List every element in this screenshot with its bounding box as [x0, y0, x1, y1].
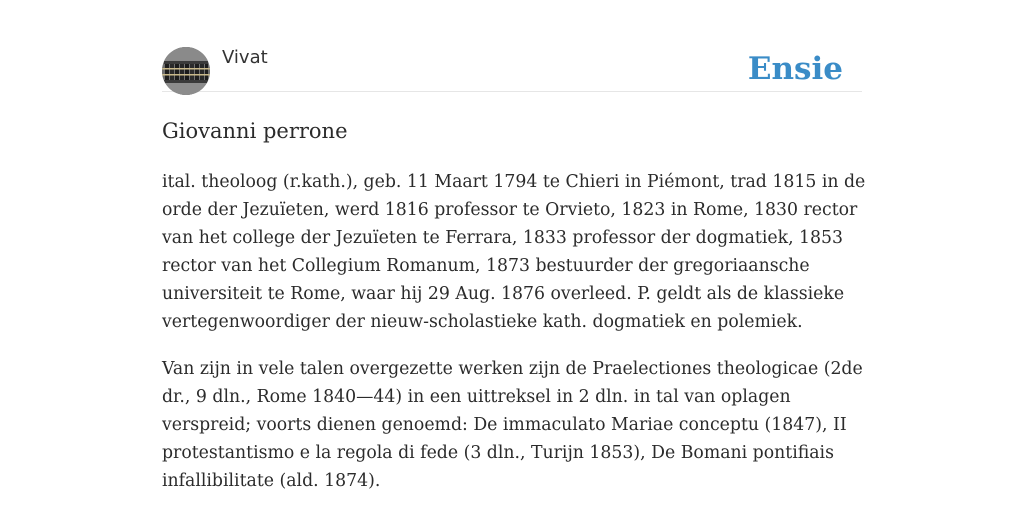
- page-title: Giovanni perrone: [162, 119, 348, 143]
- article-body: [162, 168, 870, 512]
- brand-logo[interactable]: Ensie: [747, 51, 843, 87]
- header: [162, 46, 862, 92]
- paragraph: Van zijn in vele talen overgezette werken zijn de Praelectiones theologicae (2de dr., 9 dln., Rome 1840—44) in een uittreksel in 2 dln. in tal van oplagen verspreid; voorts dienen genoemd: De immaculato Mariae conceptu (1847), II protestantismo e la regola di fede (3 dln., Turijn 1853), De Bomani pontifiais infallibilitate (ald. 1874).: [162, 359, 863, 491]
- source-avatar[interactable]: [162, 47, 210, 95]
- source-name[interactable]: Vivat: [222, 47, 268, 68]
- bookshelf-icon: [162, 47, 210, 95]
- paragraph: ital. theoloog (r.kath.), geb. 11 Maart 1794 te Chieri in Piémont, trad 1815 in de orde der Jezuïeten, werd 1816 professor te Orvieto, 1823 in Rome, 1830 rector van het college der Jezuïeten te Ferrara, 1833 professor der dogmatiek, 1853 rector van het Collegium Romanum, 1873 bestuurder der gregoriaansche universiteit te Rome, waar hij 29 Aug. 1876 overleed. P. geldt als de klassieke vertegenwoordiger der nieuw-scholastieke kath. dogmatiek en polemiek.: [162, 172, 866, 332]
